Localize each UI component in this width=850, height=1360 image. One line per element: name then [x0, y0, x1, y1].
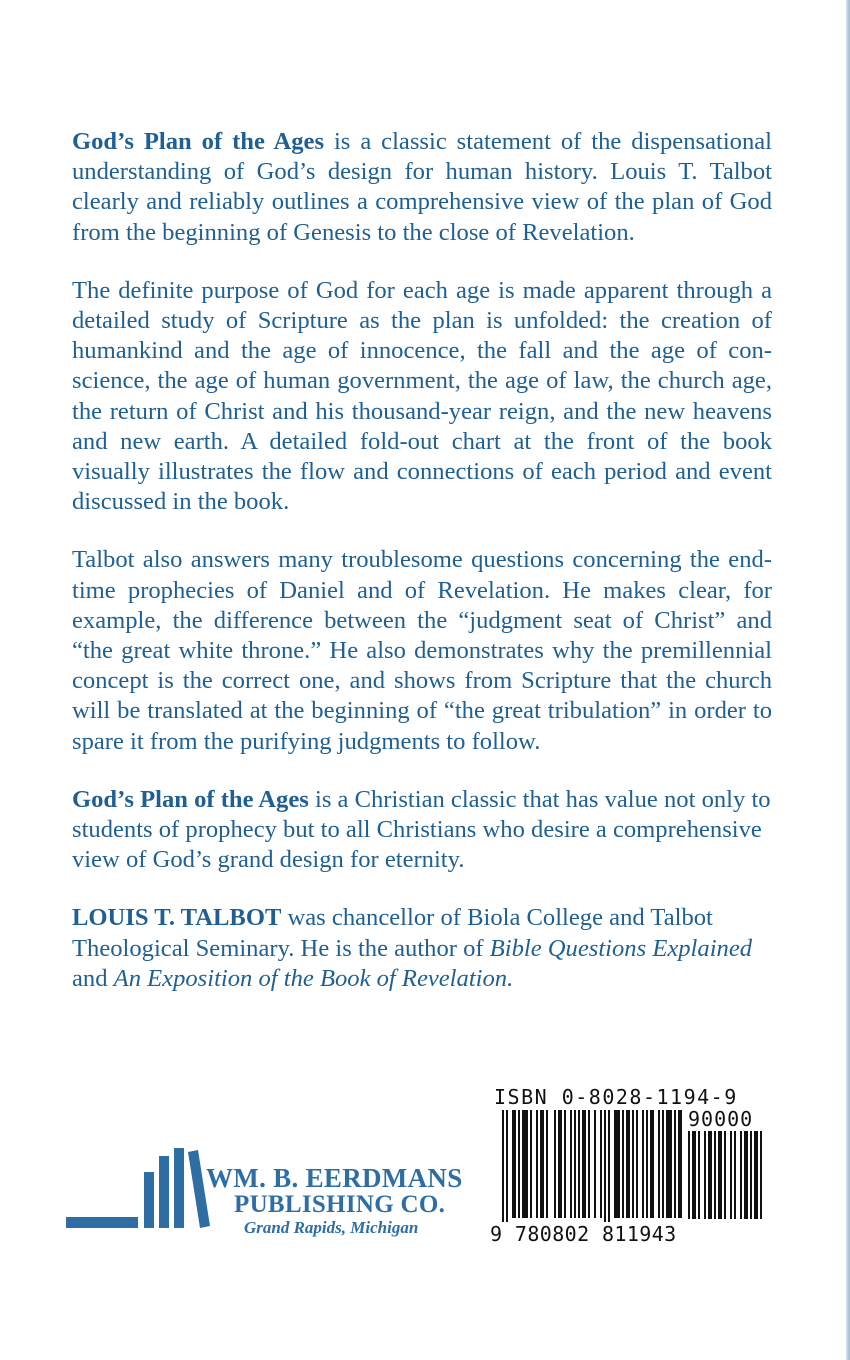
purpose-paragraph: The definite purpose of God for each age is made apparent through a detailed study of Scripture as the plan is unfolded: the creation of humankind and the age of innocence, the fall and the age of conscience, the age of human government, the age of law, the church age, the return of Christ and his thousand-year reign, and the new heavens and new earth. A detailed fold-out chart at the front of the book visually illustrates the flow and connections of each period and event discussed in the book.	[72, 276, 772, 516]
barcode-bar	[594, 1110, 596, 1218]
book-title-bold: God’s Plan of the Ages	[72, 785, 309, 813]
barcode-bar	[582, 1110, 586, 1218]
spine-edge	[846, 0, 850, 1360]
barcode-bar	[666, 1110, 672, 1218]
barcode-bar	[622, 1110, 624, 1218]
barcode-bar	[604, 1110, 606, 1222]
barcode-bar	[588, 1110, 590, 1218]
publisher-company: PUBLISHING CO.	[234, 1191, 446, 1218]
barcode-bar	[658, 1110, 660, 1218]
barcode-bar	[674, 1110, 676, 1218]
barcode-bar	[574, 1110, 576, 1218]
author-name: LOUIS T. TALBOT	[72, 904, 282, 932]
intro-paragraph	[72, 127, 772, 248]
barcode-bar	[744, 1131, 748, 1219]
barcode-bar	[760, 1131, 762, 1219]
barcode-bar	[650, 1110, 654, 1218]
barcode-bar	[536, 1110, 538, 1218]
barcode-bar	[698, 1131, 700, 1219]
questions-paragraph: Talbot also answers many troublesome questions concerning the end-time prophecies of Daniel and of Revelation. He makes clear, for example, the difference between the “judgment seat of Christ” and “the great white throne.” He also demonstrates why the premillennial concept is the correct one, and shows from Scripture that the church will be translated at the beginning of “the great tribulation” in order to spare it from the purifying judgments to follow.	[72, 546, 772, 755]
book-title-bold: God’s Plan of the Ages	[72, 128, 325, 155]
barcode-bar	[730, 1131, 732, 1219]
barcode-bar	[688, 1131, 690, 1219]
price-code: 90000	[688, 1107, 754, 1131]
barcode-bar	[614, 1110, 620, 1218]
barcode-bar	[564, 1110, 566, 1218]
author-bio-paragraph	[72, 903, 772, 994]
barcode-bar	[506, 1110, 508, 1222]
barcode-bar	[642, 1110, 644, 1218]
barcode-bar	[608, 1110, 610, 1222]
publisher-logo	[66, 1148, 463, 1238]
barcode-bar	[540, 1110, 544, 1218]
barcode-bar	[522, 1110, 528, 1218]
barcode-bar	[704, 1131, 706, 1219]
isbn-number: ISBN 0-8028-1194-9	[494, 1085, 738, 1109]
barcode-bar	[646, 1110, 648, 1218]
classic-text: is a Christian classic that has value not only to students of prophecy but to all Christians who desire a comprehensive view of God’s grand design for eternity.	[72, 785, 771, 874]
ean-barcode-bars	[502, 1110, 684, 1222]
logo-base-bar	[66, 1217, 138, 1228]
back-cover-description	[72, 127, 772, 1022]
barcode-bar	[678, 1110, 682, 1218]
barcode-bar	[546, 1110, 548, 1218]
ean-digits: 9 780802 811943	[490, 1222, 677, 1246]
author-bio-joiner: and	[72, 964, 114, 992]
book-ref-2: An Exposition of the Book of Revelation.	[113, 964, 514, 992]
barcode-bar	[558, 1110, 562, 1218]
barcode-bar	[600, 1110, 602, 1218]
barcode-bar	[718, 1131, 722, 1219]
barcode-bar	[632, 1110, 634, 1218]
addon-barcode-bars	[688, 1131, 774, 1221]
barcode-bar	[724, 1131, 726, 1219]
barcode-bar	[662, 1110, 664, 1218]
barcode-bar	[518, 1110, 520, 1218]
barcode-bar	[636, 1110, 638, 1218]
barcode-bar	[740, 1131, 742, 1219]
barcode-bar	[626, 1110, 630, 1218]
barcode-bar	[714, 1131, 716, 1219]
barcode-bar	[530, 1110, 532, 1218]
barcode-bar	[692, 1131, 696, 1219]
publisher-name: WM. B. EERDMANS	[206, 1163, 463, 1193]
intro-text: is a classic statement of the dispensational understanding of God’s design for human history. Louis T. Talbot clearly and reliably outlines a comprehensive view of the plan of God from the beginning of Genesis to the close of Revelation.	[72, 128, 772, 246]
barcode-bar	[754, 1131, 758, 1219]
barcode-bar	[750, 1131, 752, 1219]
book-ref-1: Bible Questions Explained	[489, 934, 753, 962]
barcode-bar	[734, 1131, 736, 1219]
author-bio-text: was chancellor of Biola College and Talbot Theological Seminary. He is the author of	[72, 904, 713, 962]
barcode-bar	[502, 1110, 504, 1222]
barcode-bar	[512, 1110, 516, 1218]
barcode-bar	[570, 1110, 572, 1218]
barcode-bar	[578, 1110, 580, 1218]
classic-paragraph	[72, 785, 772, 876]
publisher-location: Grand Rapids, Michigan	[244, 1218, 419, 1237]
barcode-bar	[708, 1131, 712, 1219]
barcode-bar	[554, 1110, 556, 1218]
barcode	[490, 1085, 790, 1247]
